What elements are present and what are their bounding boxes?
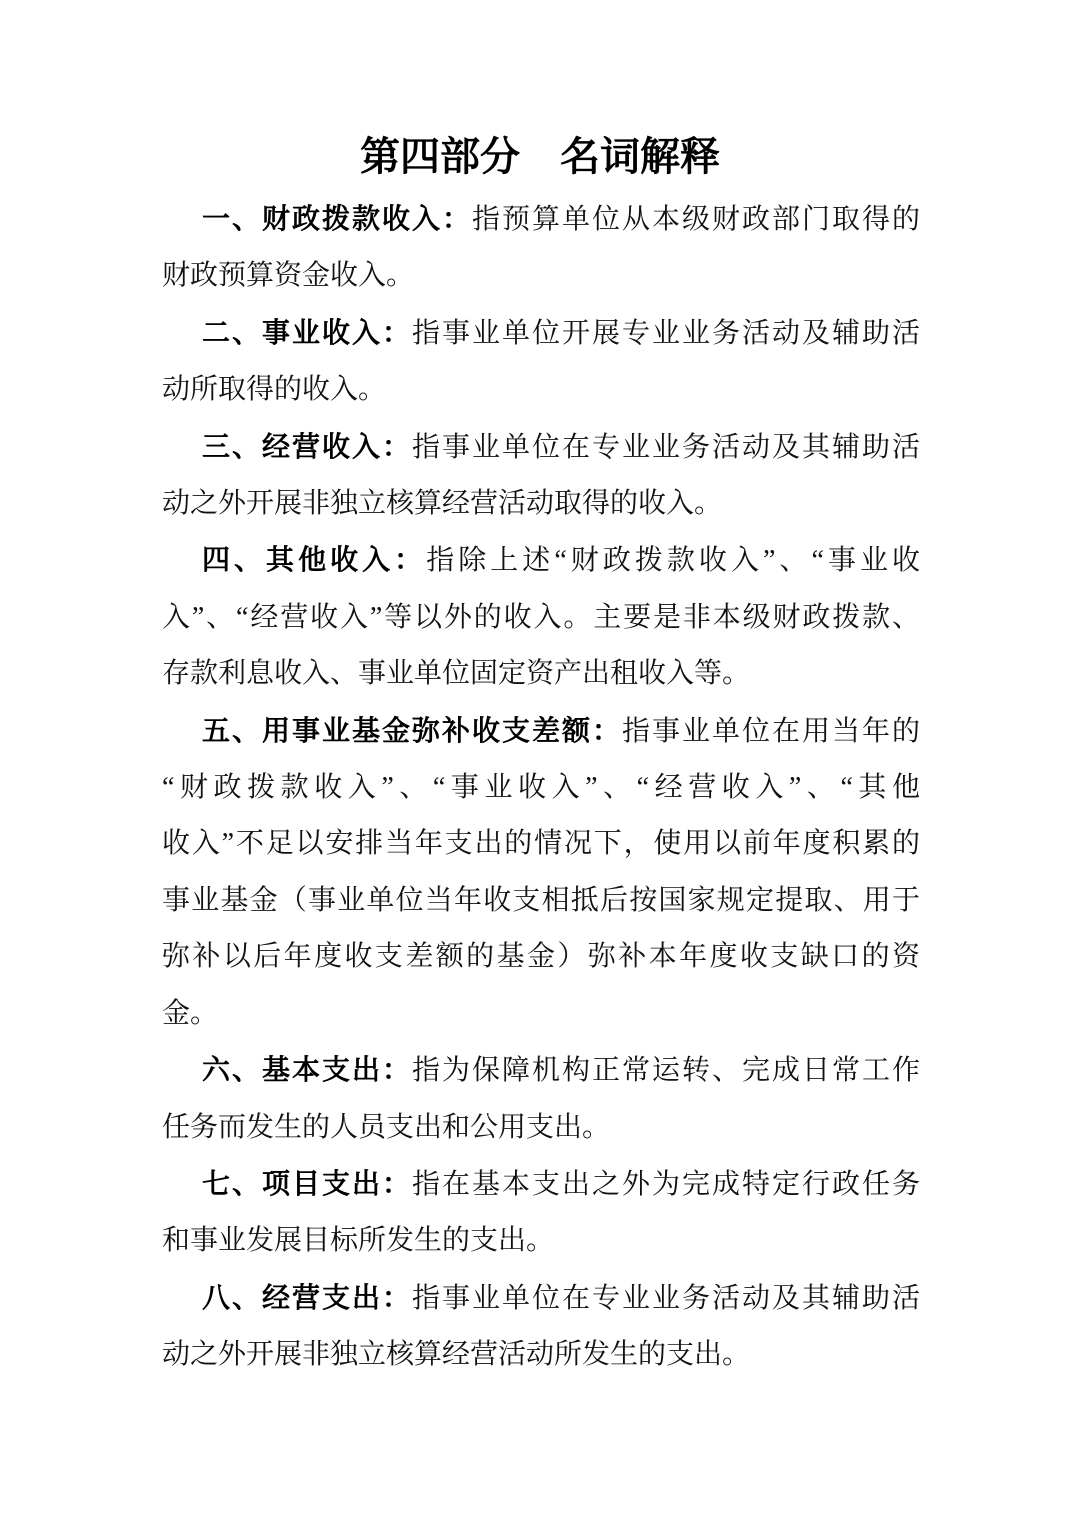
term-paragraph <box>162 305 920 419</box>
definition-text: 动之外开展非独立核算经营活动所发生的支出。 <box>162 1339 751 1371</box>
text-line <box>162 362 920 418</box>
text-line <box>162 532 920 589</box>
definition-text: 指在基本支出之外为完成特定行政任务 <box>412 1168 920 1200</box>
term-label: 四、其他收入： <box>202 544 427 576</box>
page-title: 第四部分 名词解释 <box>360 135 720 179</box>
term-paragraph <box>162 532 920 702</box>
definition-text: 任务而发生的人员支出和公用支出。 <box>162 1111 611 1143</box>
term-label: 一、财政拨款收入： <box>202 203 472 234</box>
term-label: 五、用事业基金弥补收支差额： <box>202 714 622 746</box>
term-paragraph <box>162 1156 920 1270</box>
definition-text: 指预算单位从本级财政部门取得的 <box>472 204 920 235</box>
text-line <box>162 476 920 532</box>
term-paragraph <box>162 191 920 305</box>
text-line <box>162 1270 920 1327</box>
text-line <box>162 248 920 304</box>
text-line <box>162 929 920 985</box>
definition-text: 指除上述“财政拨款收入”、“事业收 <box>426 545 920 577</box>
term-label: 二、事业收入： <box>202 316 412 348</box>
definition-text: 和事业发展目标所发生的支出。 <box>162 1225 555 1257</box>
definition-text: 存款利息收入、事业单位固定资产出租收入等。 <box>162 658 751 690</box>
definition-text: 指事业单位开展专业业务活动及辅助活 <box>412 317 920 349</box>
definition-text: 事业基金（事业单位当年收支相抵后按国家规定提取、用于 <box>162 884 920 916</box>
text-line <box>162 305 920 362</box>
definition-text: 指事业单位在专业业务活动及其辅助活 <box>412 1282 920 1314</box>
definition-text: 指为保障机构正常运转、完成日常工作 <box>412 1055 920 1087</box>
definition-text: 金。 <box>162 997 219 1029</box>
definition-text: 财政预算资金收入。 <box>162 260 415 292</box>
definition-text: 动之外开展非独立核算经营活动取得的收入。 <box>162 488 723 520</box>
text-line <box>162 1100 920 1156</box>
term-paragraph <box>162 703 920 1042</box>
term-paragraph <box>162 1270 920 1384</box>
definition-text: 指事业单位在用当年的 <box>621 715 920 747</box>
text-line <box>162 703 920 760</box>
document-body <box>162 191 920 1384</box>
text-line <box>162 191 920 248</box>
definition-text: 指事业单位在专业业务活动及其辅助活 <box>412 431 920 463</box>
text-line <box>162 419 920 476</box>
term-label: 八、经营支出： <box>202 1281 412 1313</box>
text-line <box>162 646 920 702</box>
text-line <box>162 590 920 646</box>
definition-text: 动所取得的收入。 <box>162 374 387 406</box>
text-line <box>162 1327 920 1383</box>
term-label: 六、基本支出： <box>202 1054 412 1086</box>
definition-text: 弥补以后年度收支差额的基金）弥补本年度收支缺口的资 <box>162 941 920 973</box>
text-line <box>162 986 920 1042</box>
text-line <box>162 1156 920 1213</box>
text-line <box>162 873 920 929</box>
term-label: 七、项目支出： <box>202 1167 412 1199</box>
text-line <box>162 816 920 872</box>
term-paragraph <box>162 1042 920 1156</box>
definition-text: “财政拨款收入”、“事业收入”、“经营收入”、“其他 <box>162 772 920 804</box>
term-label: 三、经营收入： <box>202 430 412 462</box>
definition-text: 收入”不足以安排当年支出的情况下，使用以前年度积累的 <box>162 828 920 860</box>
term-paragraph <box>162 419 920 533</box>
text-line <box>162 760 920 816</box>
text-line <box>162 1042 920 1099</box>
text-line <box>162 1213 920 1269</box>
definition-text: 入”、“经营收入”等以外的收入。主要是非本级财政拨款、 <box>162 601 920 633</box>
